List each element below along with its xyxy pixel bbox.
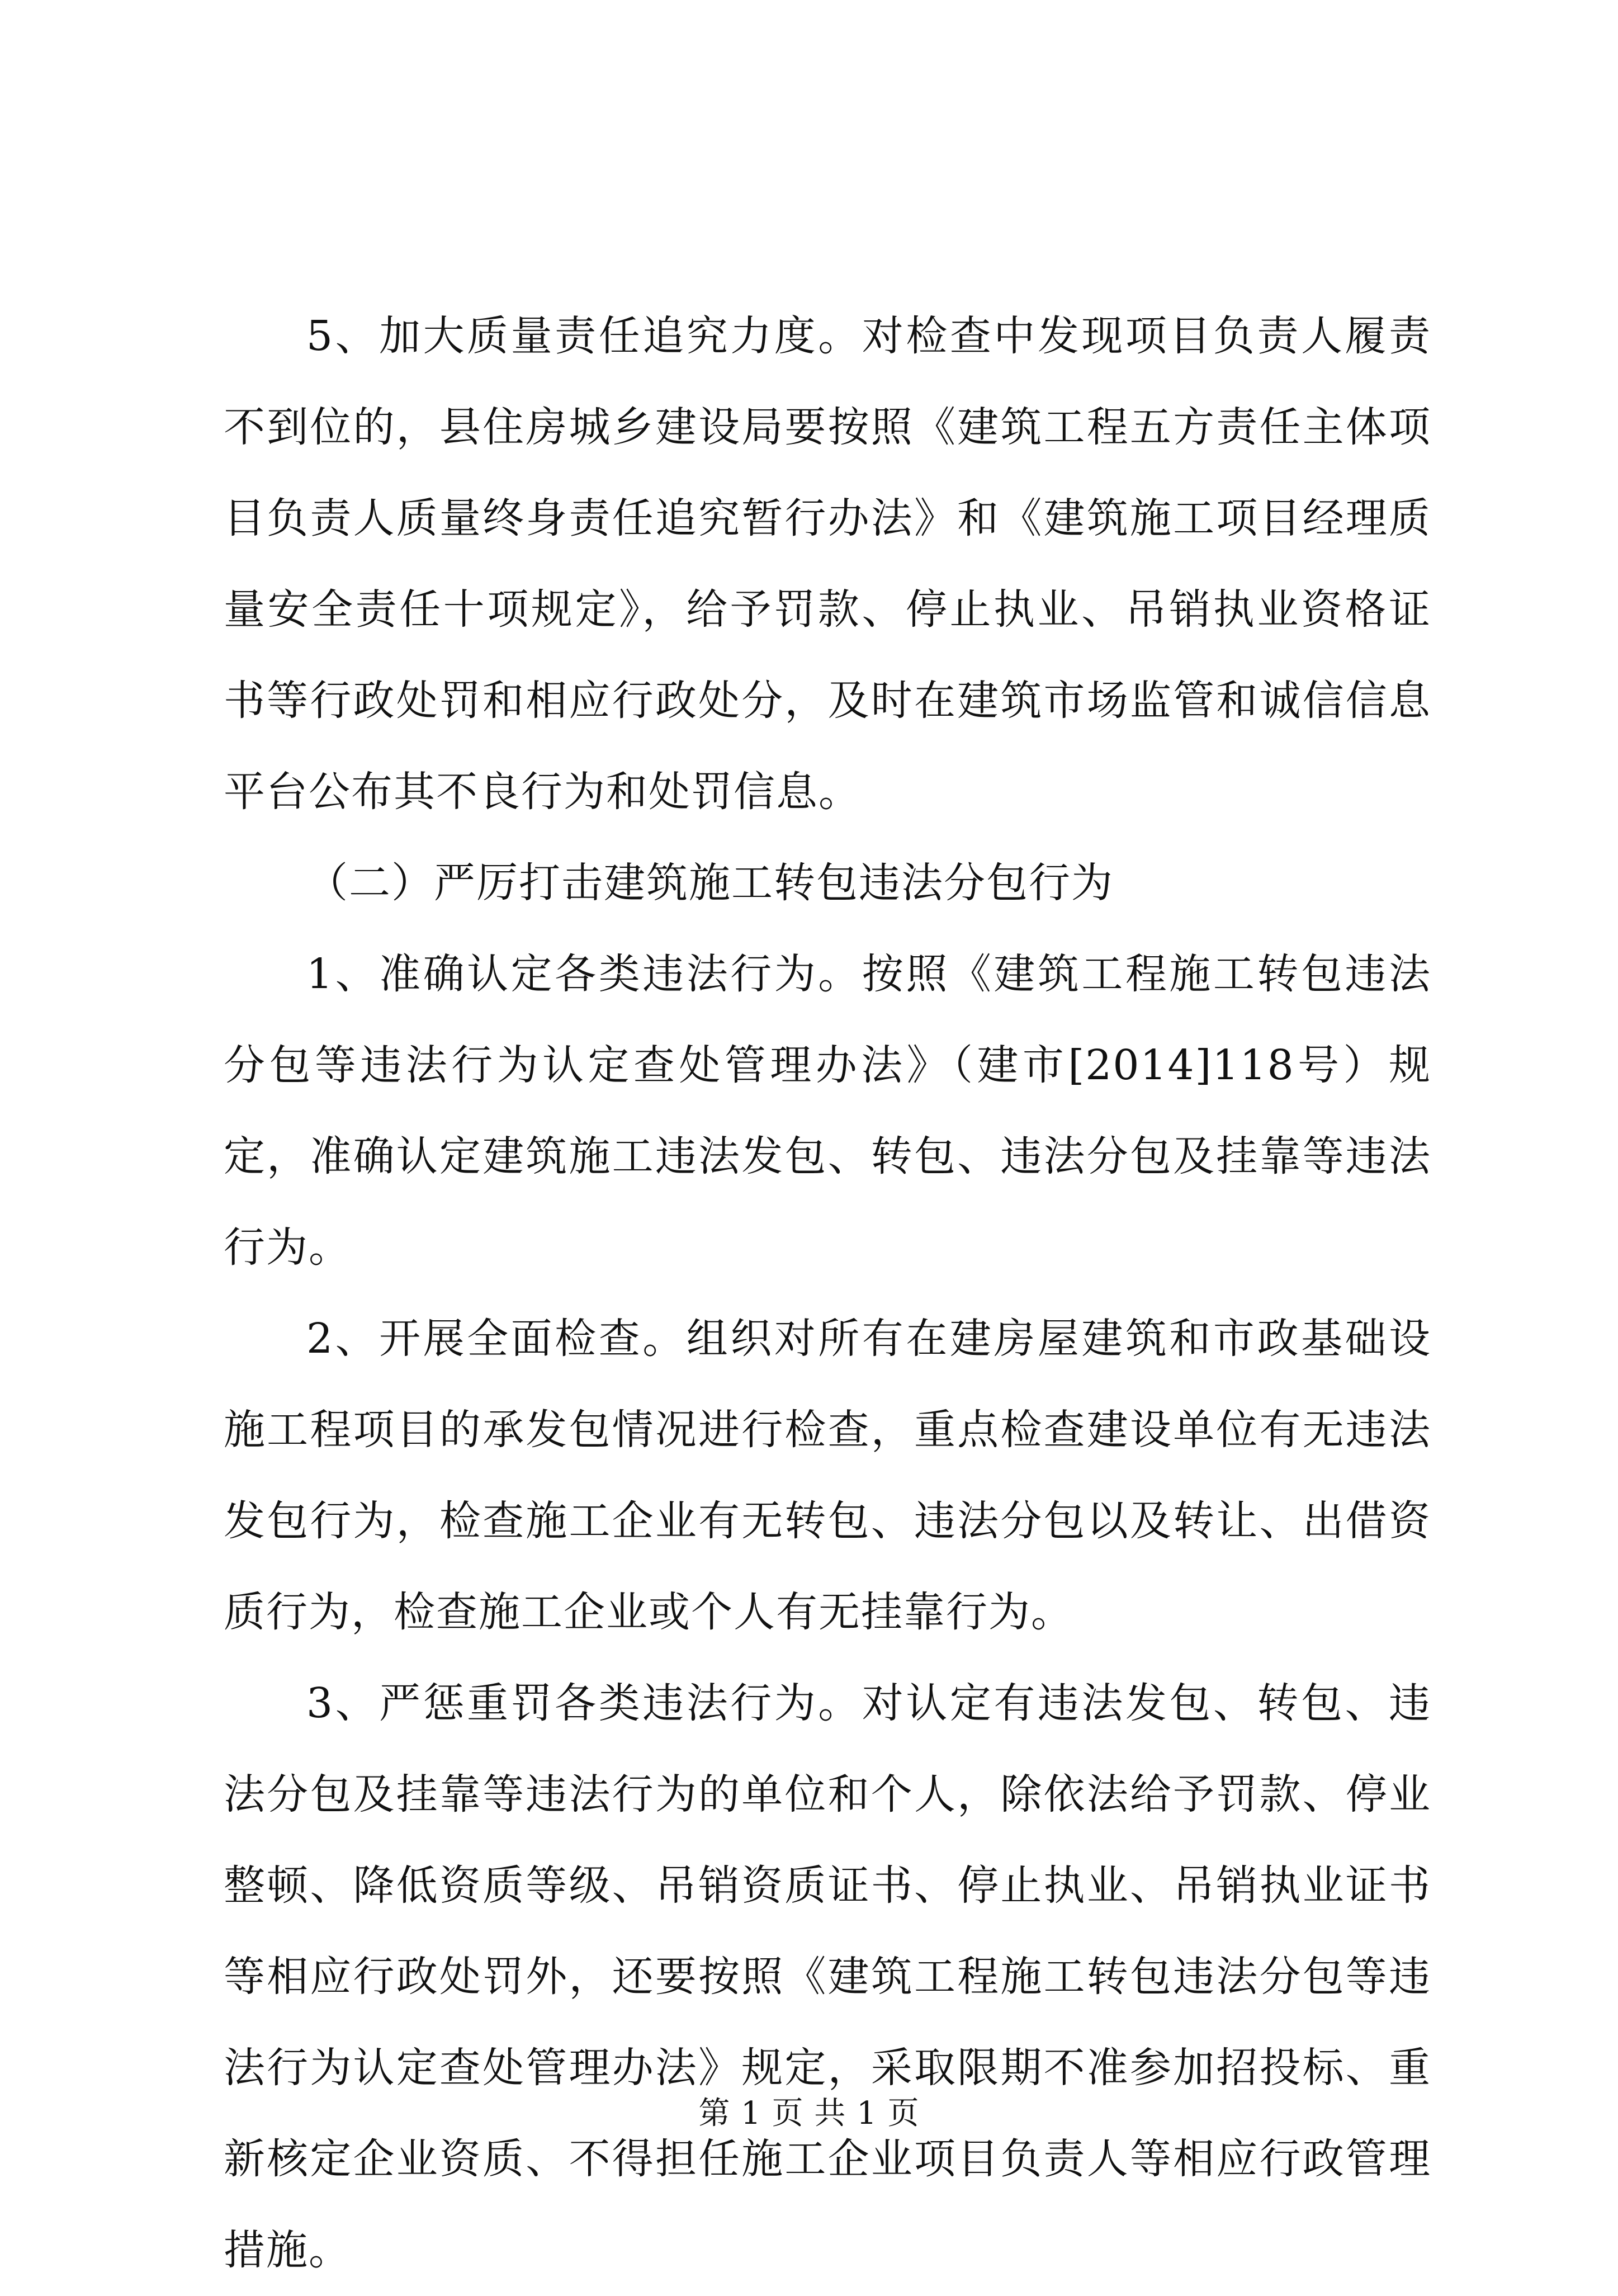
section-heading-subcontracting: （二）严厉打击建筑施工转包违法分包行为 xyxy=(306,859,1114,907)
paragraph-quality-accountability: 5、加大质量责任追究力度。对检查中发现项目负责人履责不到位的，县住房城乡建设局要按照《建筑工程五方责任主体项目负责人质量终身责任追究暂行办法》和《建筑施工项目经理质量安全责任十项规定》，给予罚款、停止执业、吊销执业资格证书等行政处罚和相应行政处分，及时在建筑市场监管和诚信信息平台公布其不良行为和处罚信息。 xyxy=(224,312,1431,816)
page-footer: 第 1 页 共 1 页 xyxy=(698,2095,920,2132)
paragraph-severe-penalties: 3、严惩重罚各类违法行为。对认定有违法发包、转包、违法分包及挂靠等违法行为的单位和个人，除依法给予罚款、停业整顿、降低资质等级、吊销资质证书、停止执业、吊销执业证书等相应行政处罚外，还要按照《建筑工程施工转包违法分包等违法行为认定查处管理办法》规定，采取限期不准参加招投标、重新核定企业资质、不得担任施工企业项目负责人等相应行政管理措施。 xyxy=(224,1679,1431,2274)
paragraph-comprehensive-inspection: 2、开展全面检查。组织对所有在建房屋建筑和市政基础设施工程项目的承发包情况进行检查，重点检查建设单位有无违法发包行为，检查施工企业有无转包、违法分包以及转让、出借资质行为，检查施工企业或个人有无挂靠行为。 xyxy=(224,1315,1431,1636)
document-body xyxy=(224,291,1431,2296)
paragraph-identify-violations: 1、准确认定各类违法行为。按照《建筑工程施工转包违法分包等违法行为认定查处管理办法》（建市[2014]118号）规定，准确认定建筑施工违法发包、转包、违法分包及挂靠等违法行为。 xyxy=(224,950,1431,1272)
